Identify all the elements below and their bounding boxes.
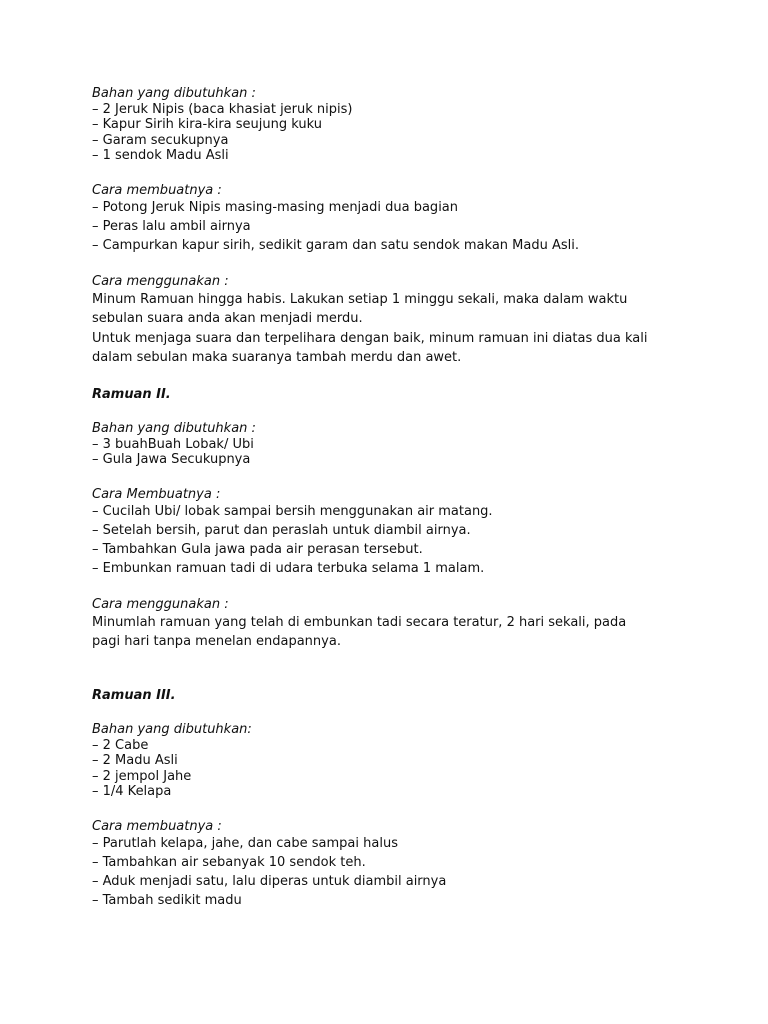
usage-paragraph-line: Untuk menjaga suara dan terpelihara dengan baik, minum ramuan ini diatas dua kali — [92, 330, 648, 346]
ramuan-2-section — [92, 387, 692, 652]
ramuan-1-section — [92, 86, 692, 368]
ingredient-item: – 2 Jeruk Nipis (baca khasiat jeruk nipis) — [92, 101, 353, 117]
method-step: – Tambahkan air sebanyak 10 sendok teh. — [92, 855, 366, 870]
ramuan-3-section — [92, 688, 692, 911]
ingredient-item: – 2 Cabe — [92, 737, 149, 753]
method-step: – Campurkan kapur sirih, sedikit garam dan satu sendok makan Madu Asli. — [92, 238, 579, 253]
usage-paragraph-line: Minumlah ramuan yang telah di embunkan tadi secara teratur, 2 hari sekali, pada — [92, 614, 627, 630]
method-step: – Potong Jeruk Nipis masing-masing menjadi dua bagian — [92, 200, 459, 215]
method-step: – Embunkan ramuan tadi di udara terbuka selama 1 malam. — [92, 561, 485, 576]
ingredients-heading: Bahan yang dibutuhkan : — [92, 86, 256, 101]
usage-paragraph-line: sebulan suara anda akan menjadi merdu. — [92, 311, 363, 326]
method-step: – Tambah sedikit madu — [92, 893, 242, 908]
usage-paragraph-line: Minum Ramuan hingga habis. Lakukan setiap 1 minggu sekali, maka dalam waktu — [92, 291, 628, 307]
method-step: – Parutlah kelapa, jahe, dan cabe sampai halus — [92, 836, 398, 851]
method-heading: Cara membuatnya : — [92, 818, 222, 834]
ingredient-item: – Garam secukupnya — [92, 132, 229, 148]
usage-heading: Cara menggunakan : — [92, 597, 229, 612]
usage-paragraph-line: dalam sebulan maka suaranya tambah merdu dan awet. — [92, 350, 462, 365]
ingredients-heading: Bahan yang dibutuhkan: — [92, 722, 252, 737]
method-step: – Tambahkan Gula jawa pada air perasan tersebut. — [92, 542, 423, 557]
ingredient-item: – 2 jempol Jahe — [92, 768, 192, 784]
ingredient-item: – 1 sendok Madu Asli — [92, 148, 229, 163]
ingredient-item: – 1/4 Kelapa — [92, 784, 172, 799]
method-heading: Cara Membuatnya : — [92, 486, 221, 502]
section-title: Ramuan III. — [92, 687, 176, 703]
ingredient-item: – 2 Madu Asli — [92, 753, 178, 768]
method-heading: Cara membuatnya : — [92, 182, 222, 198]
method-step: – Cucilah Ubi/ lobak sampai bersih menggunakan air matang. — [92, 504, 493, 519]
method-step: – Setelah bersih, parut dan peraslah untuk diambil airnya. — [92, 523, 471, 538]
ingredient-item: – 3 buahBuah Lobak/ Ubi — [92, 436, 254, 452]
method-step: – Aduk menjadi satu, lalu diperas untuk diambil airnya — [92, 874, 447, 889]
usage-paragraph-line: pagi hari tanpa menelan endapannya. — [92, 634, 341, 649]
ingredient-item: – Kapur Sirih kira-kira seujung kuku — [92, 117, 323, 132]
section-title: Ramuan II. — [92, 386, 171, 402]
ingredients-heading: Bahan yang dibutuhkan : — [92, 421, 256, 436]
ingredient-item: – Gula Jawa Secukupnya — [92, 452, 251, 467]
document-page — [92, 86, 692, 910]
usage-heading: Cara menggunakan : — [92, 274, 229, 289]
method-step: – Peras lalu ambil airnya — [92, 219, 251, 234]
